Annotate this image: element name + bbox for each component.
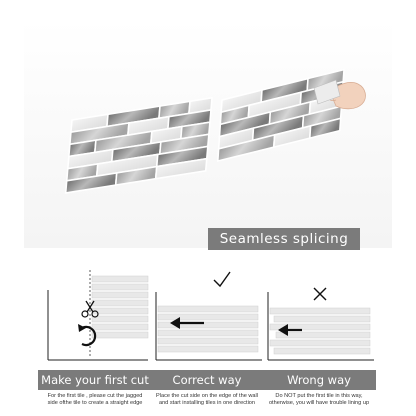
step-description-first-cut (36, 393, 154, 407)
desc-line: For the first tile , please cut the jagged (47, 393, 143, 399)
checkmark-icon (214, 272, 230, 286)
step-description-wrong-way (260, 393, 378, 407)
tile-sheet-preview (158, 306, 258, 352)
first-cut-diagram (38, 268, 154, 364)
step-title-wrong-way: Wrong way (262, 370, 376, 390)
wrong-way-diagram (262, 268, 378, 364)
tile-sheet-preview (92, 276, 148, 338)
cross-icon (314, 288, 326, 300)
seamless-splicing-banner: Seamless splicing (208, 228, 360, 250)
desc-line: side ofthe tile to create a straight edge (47, 400, 143, 406)
step-title-correct-way: Correct way (150, 370, 264, 390)
desc-line: Do NOT put the first tile in this way, (275, 393, 363, 399)
step-title-first-cut: Make your first cut (38, 370, 152, 390)
desc-line: otherwise, you will have trouble lining up (268, 400, 370, 406)
correct-way-diagram (150, 268, 266, 364)
step-description-correct-way (148, 393, 266, 407)
desc-line: Place the cut side on the edge of the wall (156, 393, 258, 399)
desc-line: and start installing tiles in one direction (158, 400, 256, 406)
